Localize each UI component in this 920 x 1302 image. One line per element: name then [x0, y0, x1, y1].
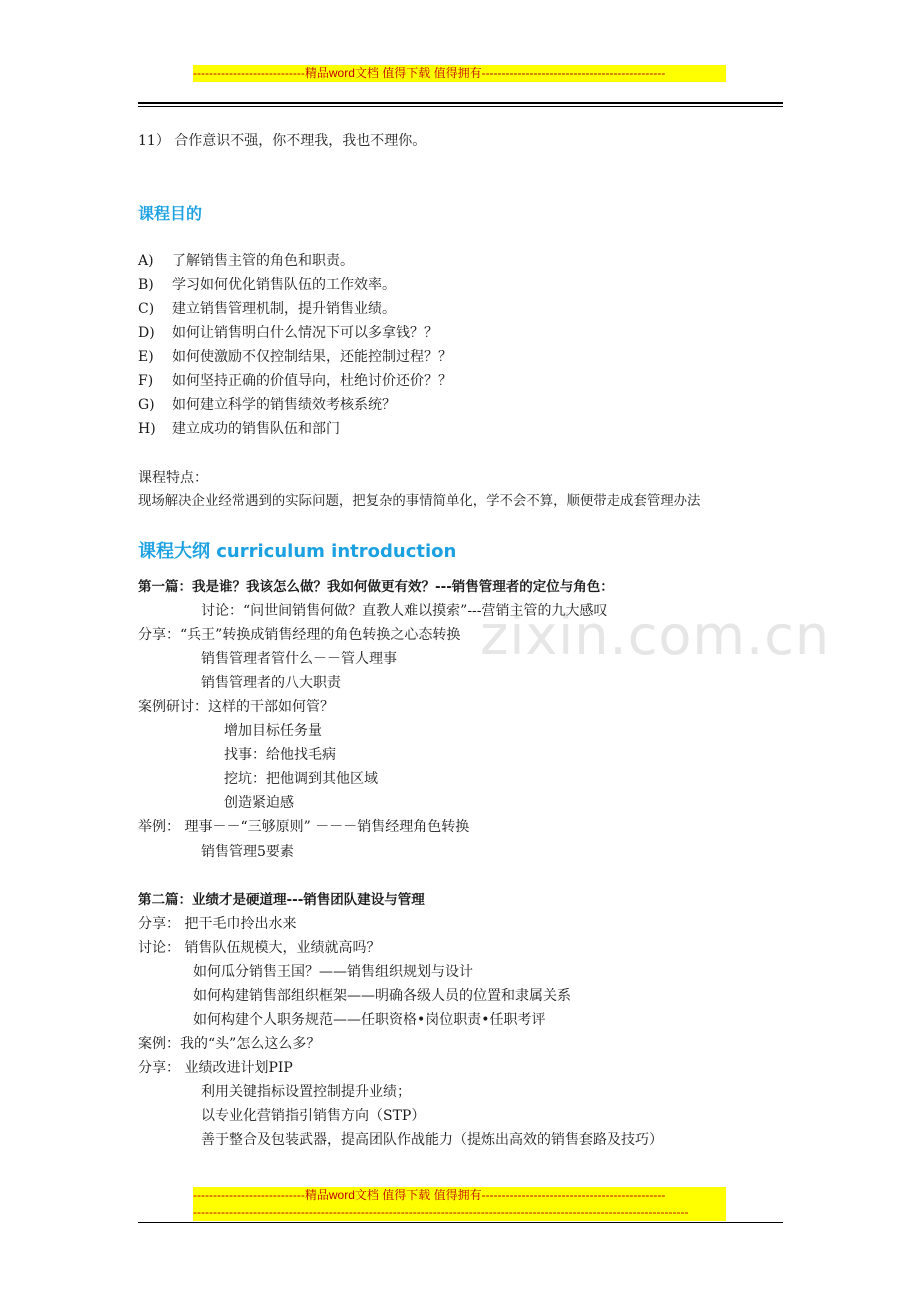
intro-item: 11） 合作意识不强，你不理我，我也不理你。	[138, 133, 427, 149]
watermark: zixin.com.cn	[480, 604, 831, 667]
part2-title: 第二篇：业绩才是硬道理---销售团队建设与管理	[138, 892, 425, 908]
list-item: E) 如何使激励不仅控制结果，还能控制过程？？	[138, 349, 452, 365]
part1-title: 第一篇：我是谁？我该怎么做？我如何做更有效？---销售管理者的定位与角色：	[138, 579, 614, 595]
features-text: 现场解决企业经常遇到的实际问题，把复杂的事情简单化，学不会不算，顺便带走成套管理办法	[138, 494, 701, 509]
outline-line: 案例研讨：这样的干部如何管？	[138, 699, 334, 715]
objectives-heading: 课程目的	[138, 204, 203, 223]
outline-line: 销售管理者的八大职责	[201, 675, 341, 691]
outline-line: 创造紧迫感	[224, 795, 294, 811]
outline-line: 如何构建个人职务规范——任职资格•岗位职责•任职考评	[193, 1012, 546, 1028]
outline-line: 分享： 把干毛巾拎出水来	[138, 916, 297, 932]
outline-line: 讨论： 销售队伍规模大，业绩就高吗？	[138, 940, 381, 956]
list-item: G) 如何建立科学的销售绩效考核系统？	[138, 397, 396, 413]
outline-line: 销售管理者管什么－－管人理事	[201, 651, 397, 667]
list-item: A) 了解销售主管的角色和职责。	[138, 253, 354, 269]
outline-line: 找事：给他找毛病	[224, 747, 336, 763]
list-item: D) 如何让销售明白什么情况下可以多拿钱？？	[138, 325, 438, 341]
features-title: 课程特点：	[138, 470, 208, 486]
list-item: F) 如何坚持正确的价值导向，杜绝讨价还价？？	[138, 373, 452, 389]
outline-line: 举例： 理事－－“三够原则” －－－销售经理角色转换	[138, 819, 470, 835]
footer-banner-text: ----------------------------精品word文档 值得下载 值得拥有----------------------------------------------	[193, 1188, 666, 1202]
outline-line: 利用关键指标设置控制提升业绩；	[201, 1084, 411, 1100]
outline-line: 销售管理5要素	[201, 844, 294, 860]
outline-line: 如何构建销售部组织框架——明确各级人员的位置和隶属关系	[193, 988, 571, 1004]
outline-line: 善于整合及包装武器，提高团队作战能力（提炼出高效的销售套路及技巧）	[201, 1132, 663, 1148]
outline-line: 讨论：“问世间销售何做？直教人难以摸索”---营销主管的九大感叹	[201, 603, 608, 619]
outline-heading: 课程大纲 curriculum introduction	[138, 541, 457, 562]
header-rule-thick	[138, 102, 783, 104]
list-item: C) 建立销售管理机制，提升销售业绩。	[138, 301, 396, 317]
outline-line: 分享：“兵王”转换成销售经理的角色转换之心态转换	[138, 627, 461, 643]
outline-line: 如何瓜分销售王国？——销售组织规划与设计	[193, 964, 473, 980]
outline-line: 案例：我的“头”怎么这么多？	[138, 1036, 321, 1052]
header-banner	[193, 65, 726, 82]
outline-line: 挖坑：把他调到其他区域	[224, 771, 378, 787]
footer-banner-dashes: ----------------------------------------------------------------------------------------------------------------------------	[193, 1205, 689, 1219]
footer-banner	[193, 1187, 726, 1221]
outline-line: 增加目标任务量	[224, 723, 322, 739]
list-item: B) 学习如何优化销售队伍的工作效率。	[138, 277, 396, 293]
outline-line: 以专业化营销指引销售方向（STP）	[201, 1108, 426, 1124]
header-rule-thin	[138, 106, 783, 107]
list-item: H) 建立成功的销售队伍和部门	[138, 421, 340, 437]
header-banner-text: ----------------------------精品word文档 值得下载 值得拥有----------------------------------------------	[193, 66, 666, 80]
outline-line: 分享： 业绩改进计划PIP	[138, 1060, 293, 1076]
footer-rule	[138, 1222, 783, 1223]
